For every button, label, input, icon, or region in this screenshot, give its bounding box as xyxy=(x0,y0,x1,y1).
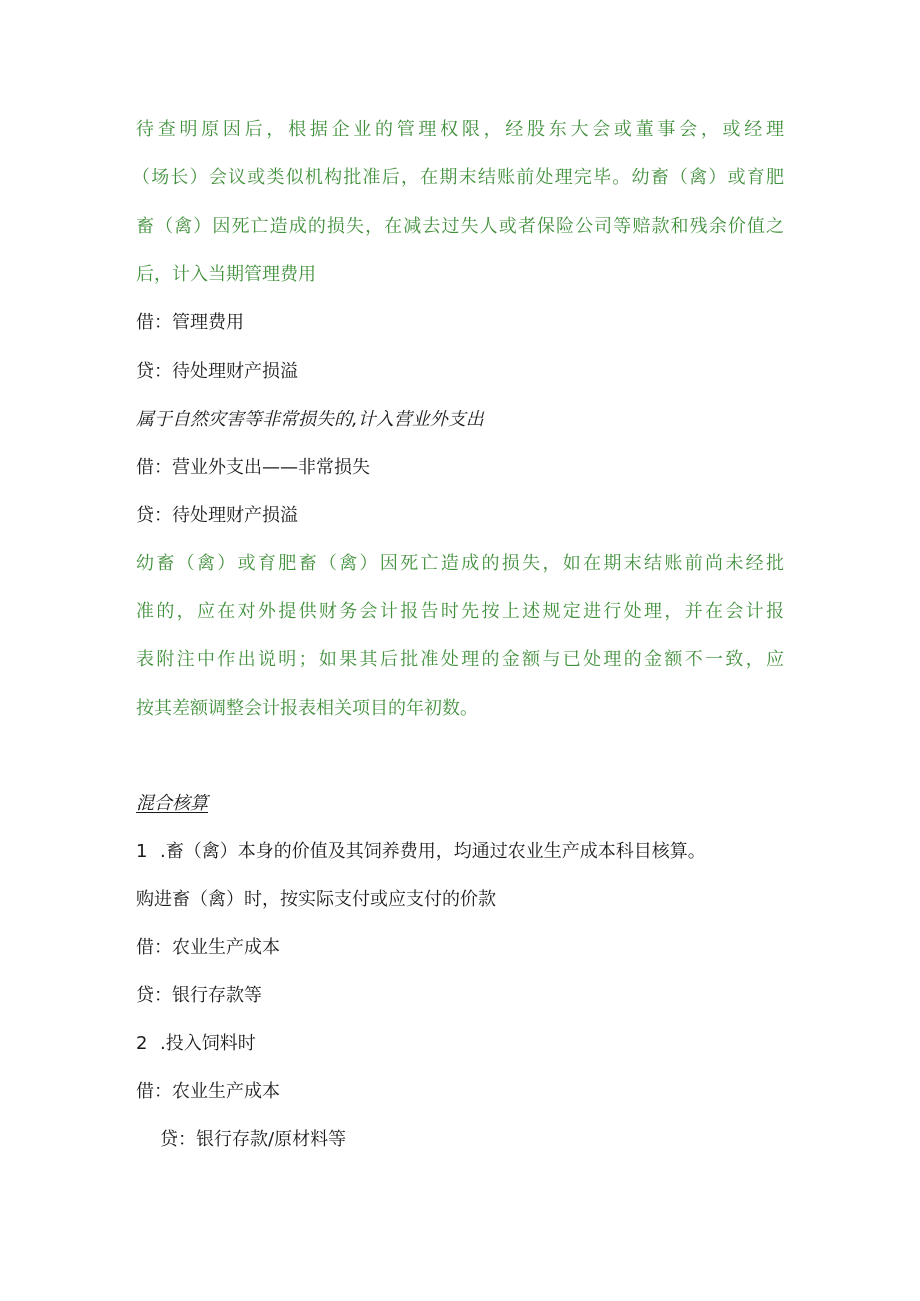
purchase-line: 购进畜（禽）时，按实际支付或应支付的价款 xyxy=(136,889,496,910)
paragraph1-line-4: 后，计入当期管理费用 xyxy=(136,264,316,285)
item2-text: .投入饲料时 xyxy=(160,1033,256,1054)
item1-text: .畜（禽）本身的价值及其饲养费用，均通过农业生产成本科目核算。 xyxy=(160,841,706,862)
item1 xyxy=(136,840,706,864)
entry1-debit: 借：管理费用 xyxy=(136,312,244,333)
item2-number: 2 xyxy=(136,1033,148,1054)
entry1-credit: 贷：待处理财产损溢 xyxy=(136,361,298,382)
entry3-credit: 贷：银行存款等 xyxy=(136,985,262,1006)
section-heading: 混合核算 xyxy=(136,793,208,814)
item1-number: 1 xyxy=(136,841,148,862)
entry2-debit: 借：营业外支出——非常损失 xyxy=(136,457,370,478)
paragraph2-line-1: 幼畜（禽）或育肥畜（禽）因死亡造成的损失，如在期末结账前尚未经批 xyxy=(136,553,784,574)
entry4-debit: 借：农业生产成本 xyxy=(136,1081,280,1102)
entry3-debit: 借：农业生产成本 xyxy=(136,937,280,958)
paragraph1-line-2: （场长）会议或类似机构批准后，在期末结账前处理完毕。幼畜（禽）或育肥 xyxy=(132,167,784,188)
entry2-credit: 贷：待处理财产损溢 xyxy=(136,505,298,526)
paragraph2-line-2: 准的，应在对外提供财务会计报告时先按上述规定进行处理，并在会计报 xyxy=(136,601,784,622)
paragraph1-line-3: 畜（禽）因死亡造成的损失，在减去过失人或者保险公司等赔款和残余价值之 xyxy=(136,216,784,237)
paragraph2-line-3: 表附注中作出说明；如果其后批准处理的金额与已处理的金额不一致，应 xyxy=(136,649,784,670)
paragraph2-line-4: 按其差额调整会计报表相关项目的年初数。 xyxy=(136,698,478,719)
natural-disaster-heading: 属于自然灾害等非常损失的,计入营业外支出 xyxy=(136,409,484,430)
item2 xyxy=(136,1032,256,1056)
entry4-credit: 贷：银行存款/原材料等 xyxy=(160,1129,347,1150)
paragraph1-line-1: 待查明原因后，根据企业的管理权限，经股东大会或董事会，或经理 xyxy=(136,119,784,140)
